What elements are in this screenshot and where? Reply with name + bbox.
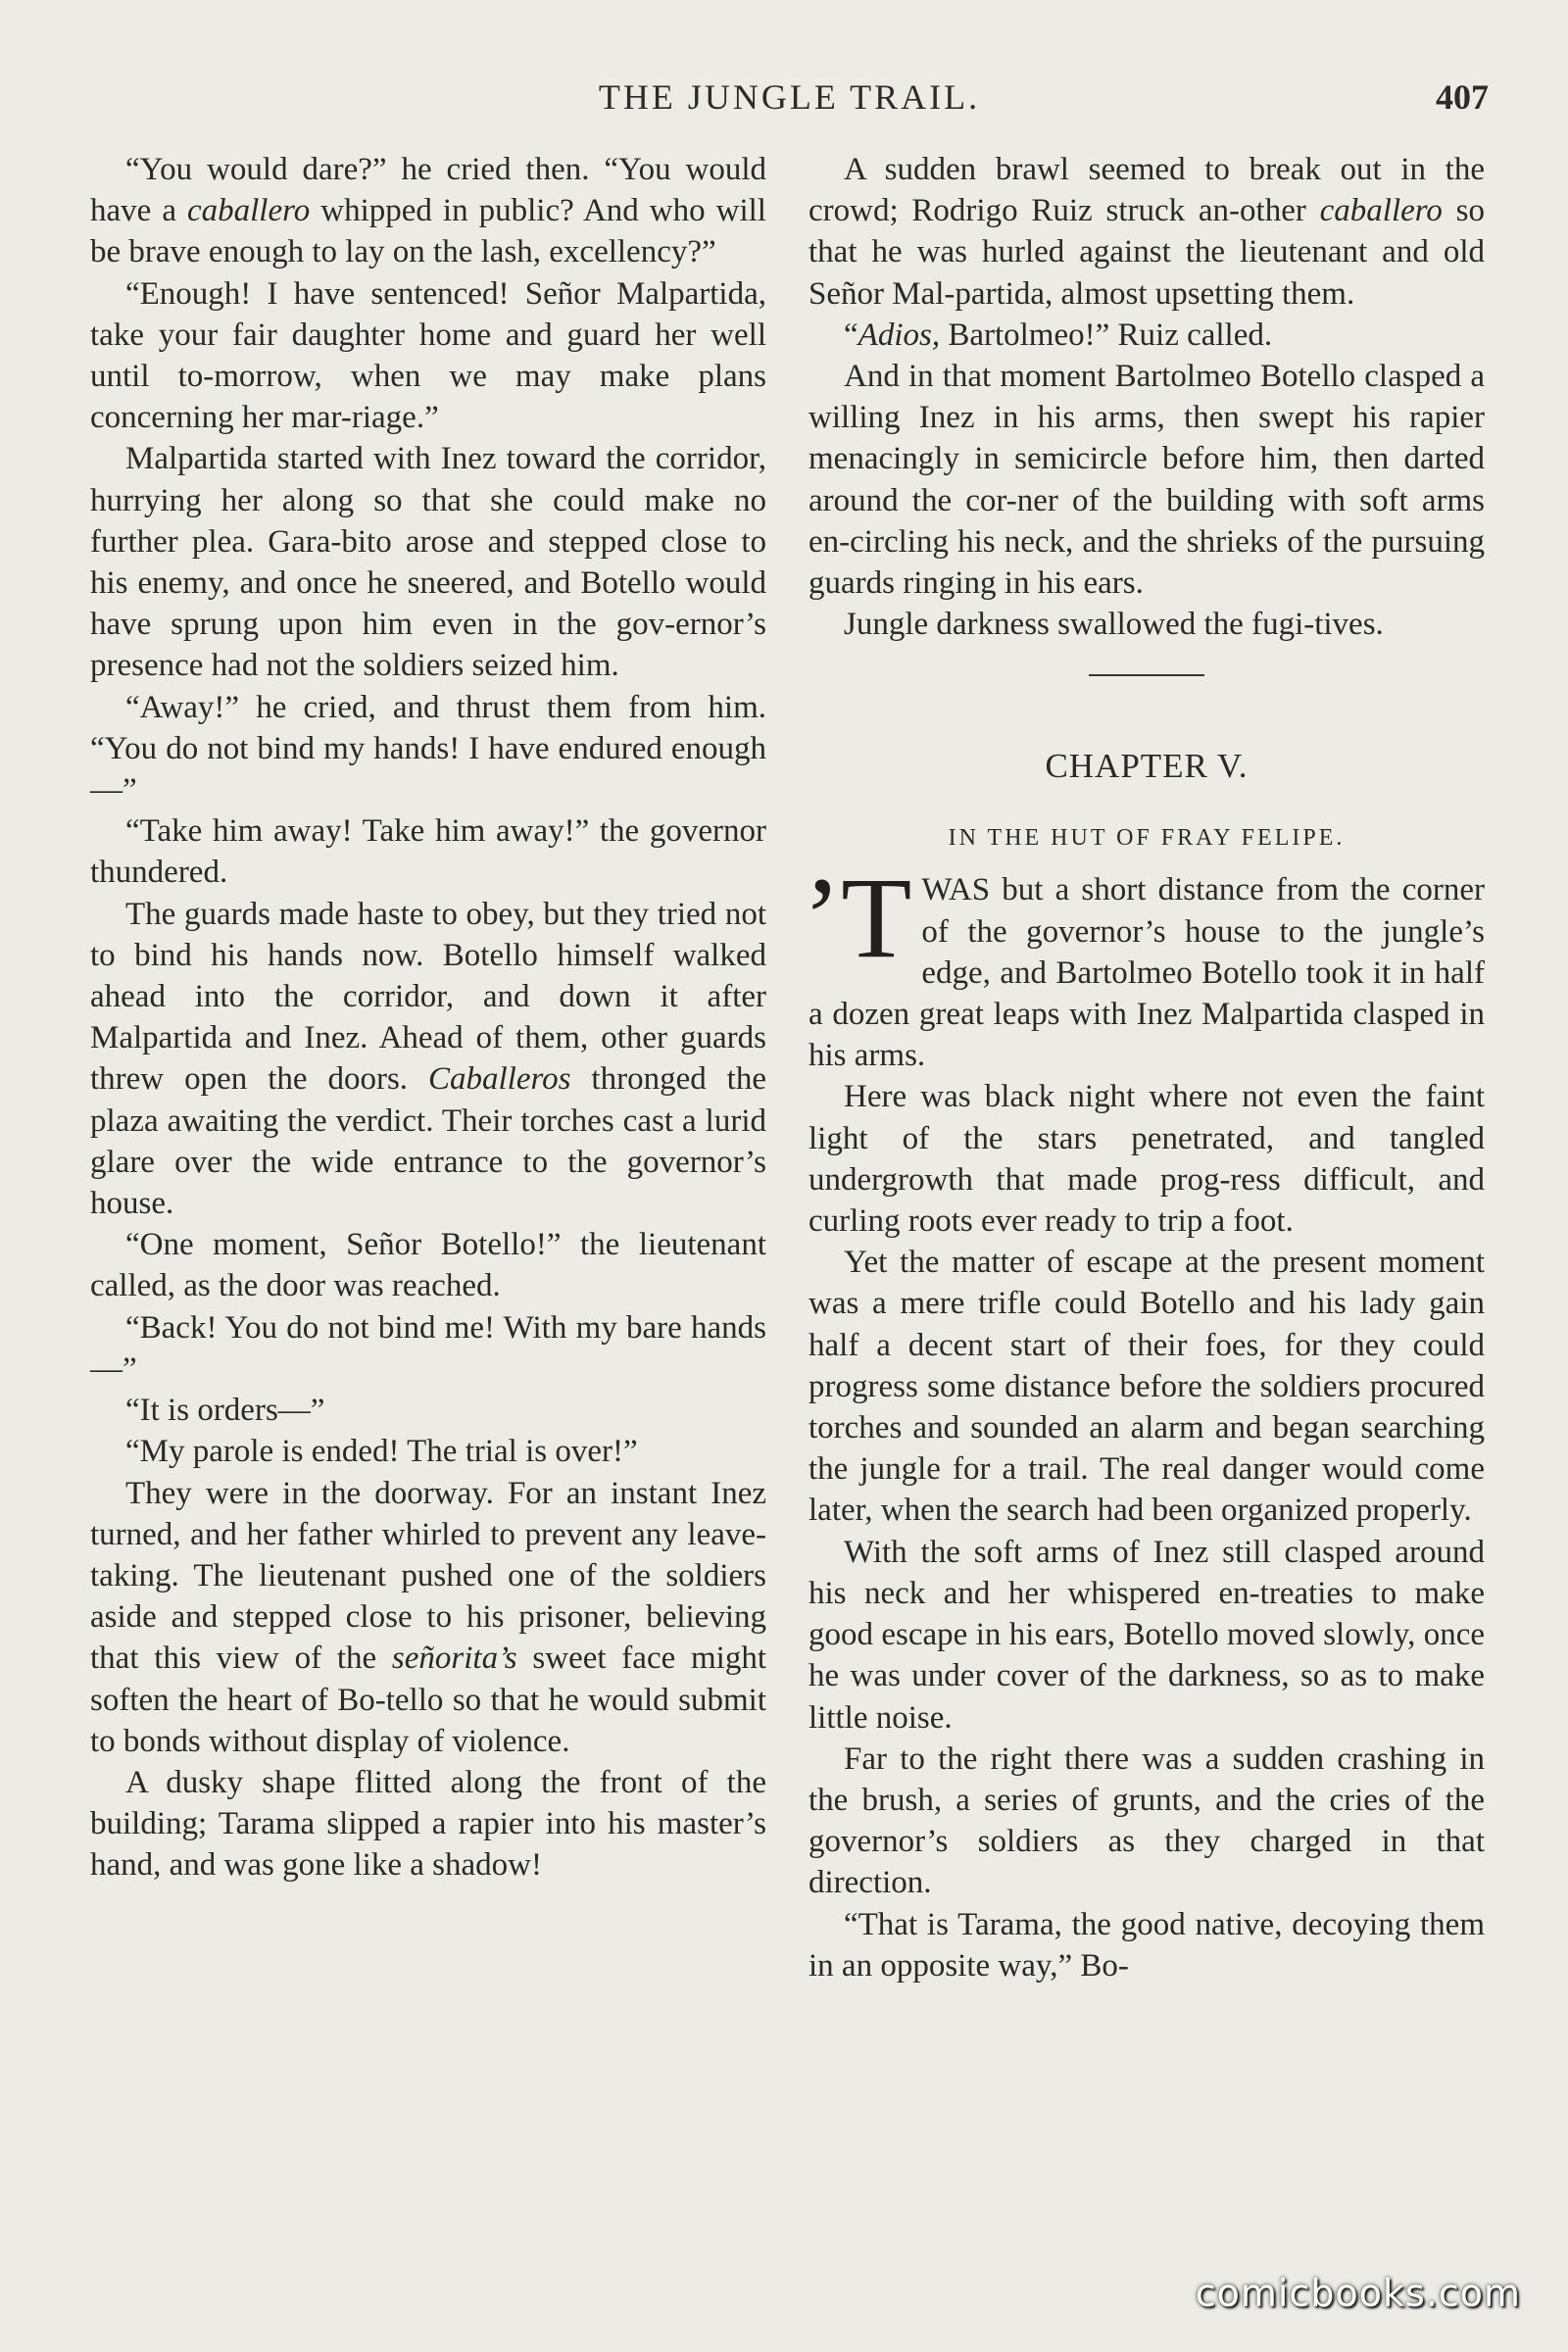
italic-word: Adios, — [858, 317, 941, 353]
paragraph: With the soft arms of Inez still clasped around his neck and her whispered en-treaties to make good escape in his ears, Botello moved slowly, once he was under cover of the darkness, so as to make little noise. — [808, 1534, 1485, 1736]
paragraph: A dusky shape flitted along the front of the building; Tarama slipped a rapier into his master’s hand, and was gone like a shadow! — [90, 1764, 766, 1884]
right-column — [803, 149, 1485, 2276]
paragraph: “Enough! I have sentenced! Señor Malpartida, take your fair daughter home and guard her well until to-morrow, when we may make plans concerning her mar-riage.” — [90, 275, 766, 436]
left-column — [90, 149, 766, 2276]
paragraph: “My parole is ended! The trial is over!” — [125, 1434, 638, 1470]
page-header — [90, 76, 1489, 125]
paragraph: “Back! You do not bind me! With my bare hands—” — [90, 1309, 766, 1387]
paragraph: The guards made haste to obey, but they tried not to bind his hands now. Botello himself walked ahead into the corridor, and down it after Malpartida and Inez. Ahead of them, other guards threw open the doors. Caballeros thronged the plaza awaiting the verdict. Their torches cast a lurid glare over the wide entrance to the governor’s house. — [90, 896, 766, 1222]
italic-word: caballero — [1319, 193, 1443, 229]
paragraph: “It is orders—” — [125, 1393, 325, 1429]
italic-word: Caballeros — [428, 1061, 571, 1098]
paragraph: And in that moment Bartolmeo Botello clasped a willing Inez in his arms, then swept his rapier menacingly in semicircle before him, then darted around the cor-ner of the building with soft arms en-circling his neck, and the shrieks of the pursuing guards ringing in his ears. — [808, 359, 1485, 602]
chapter-subtitle: IN THE HUT OF FRAY FELIPE. — [948, 825, 1346, 852]
paragraph: Jungle darkness swallowed the fugi-tives. — [844, 607, 1384, 643]
drop-cap: ’T — [803, 854, 912, 983]
italic-word: caballero — [186, 193, 311, 229]
paragraph: “That is Tarama, the good native, decoying them in an opposite way,” Bo- — [808, 1906, 1485, 1984]
paragraph: They were in the doorway. For an instant Inez turned, and her father whirled to prevent any leave-taking. The lieutenant pushed one of the soldiers aside and stepped close to his prisoner, believing that this view of the señorita’s sweet face might soften the heart of Bo-tello so that he would submit to bonds without display of violence. — [90, 1475, 766, 1759]
italic-word: señorita’s — [391, 1641, 517, 1677]
page-number: 407 — [1436, 77, 1489, 117]
paragraph: “You would dare?” he cried then. “You would have a caballero whipped in public? And who will be brave enough to lay on the lash, excellency?” — [90, 152, 766, 270]
paragraph: “Away!” he cried, and thrust them from him. “You do not bind my hands! I have endured enough—” — [90, 689, 766, 808]
opening-paragraph: ’T WAS but a short distance from the corner of the governor’s house to the jungle’s edge, and Bartolmeo Botello took it in half a dozen great leaps with Inez Malpartida clasped in his arms. — [803, 854, 1485, 1074]
section-divider — [1089, 674, 1204, 676]
paragraph: Malpartida started with Inez toward the corridor, hurrying her along so that she could make no further plea. Gara-bito arose and stepped close to his enemy, and once he sneered, and Botello would have sprung upon him even in the gov-ernor’s presence had not the soldiers seized him. — [90, 441, 766, 684]
chapter-title: CHAPTER V. — [1045, 747, 1249, 786]
paragraph: “Adios, Bartolmeo!” Ruiz called. — [844, 317, 1273, 353]
paragraph: Yet the matter of escape at the present moment was a mere trifle could Botello and his lady gain half a decent start of their foes, for they could progress some distance before the soldiers procured torches and sounded an alarm and began searching the jungle for a trail. The real danger would come later, when the search had been organized properly. — [808, 1245, 1485, 1529]
watermark: comicbooks.com — [1195, 2272, 1521, 2315]
paragraph: Here was black night where not even the faint light of the stars penetrated, and tangled undergrowth that made prog-ress difficult, and curling roots ever ready to trip a foot. — [808, 1079, 1485, 1240]
paragraph: A sudden brawl seemed to break out in the crowd; Rodrigo Ruiz struck an-other caballero so that he was hurled against the lieutenant and old Señor Mal-partida, almost upsetting them. — [808, 152, 1485, 312]
paragraph: “One moment, Señor Botello!” the lieutenant called, as the door was reached. — [90, 1227, 766, 1304]
paragraph: “Take him away! Take him away!” the governor thundered. — [90, 813, 766, 891]
running-title: THE JUNGLE TRAIL. — [598, 77, 981, 117]
paragraph: Far to the right there was a sudden crashing in the brush, a series of grunts, and the cries of the governor’s soldiers as they charged in that direction. — [808, 1740, 1485, 1901]
